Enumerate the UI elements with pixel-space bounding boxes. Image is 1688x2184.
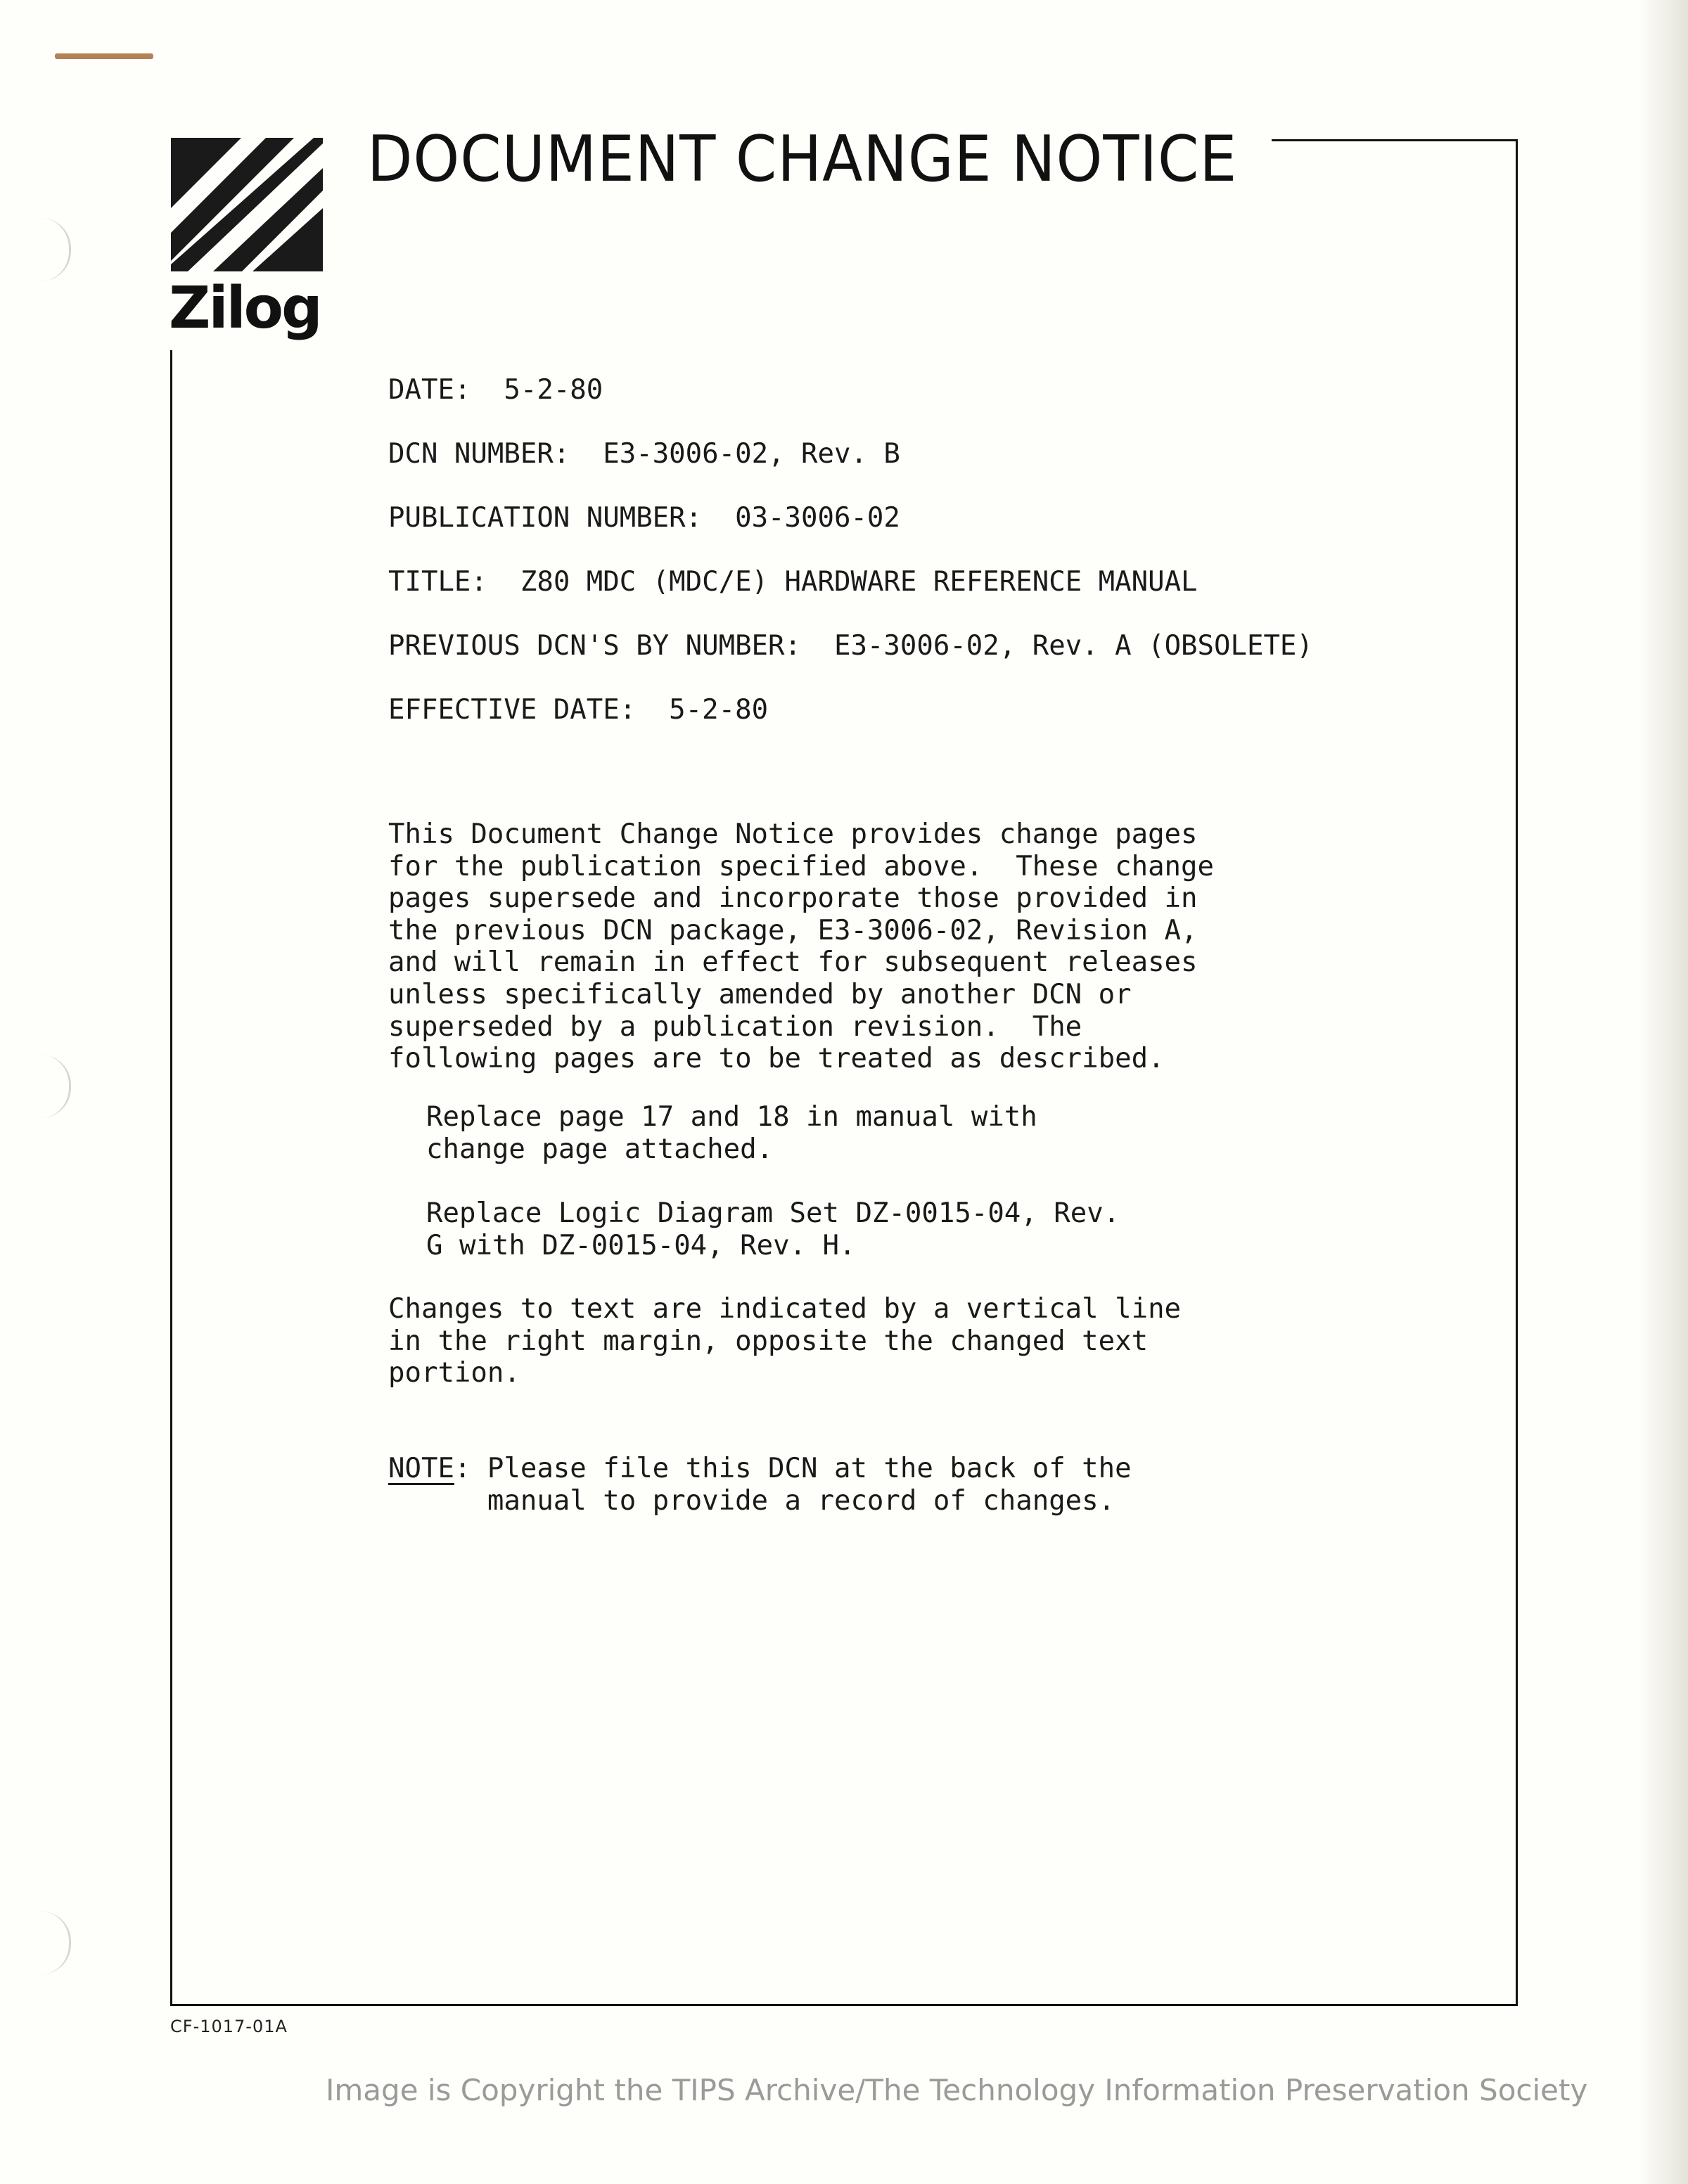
frame-border-bottom (170, 2004, 1518, 2006)
field-value: E3-3006-02, Rev. B (603, 438, 900, 470)
instruction-replace-diagram (426, 1197, 1120, 1261)
intro-line: the previous DCN package, E3-3006-02, Revision A, (388, 914, 1198, 946)
field-previous-dcns (388, 632, 1313, 660)
note-text: : Please file this DCN at the back of the (454, 1453, 1132, 1484)
field-label: TITLE: (388, 566, 487, 598)
changes-paragraph (388, 1293, 1181, 1389)
instruction-line: G with DZ-0015-04, Rev. H. (426, 1229, 856, 1261)
field-value: E3-3006-02, Rev. A (OBSOLETE) (833, 630, 1313, 662)
field-publication-number (388, 504, 900, 532)
field-label: DATE: (388, 374, 471, 406)
instruction-replace-pages (426, 1101, 1037, 1165)
intro-line: This Document Change Notice provides change pages (388, 818, 1198, 850)
page-title: DOCUMENT CHANGE NOTICE (367, 122, 1238, 196)
field-label: PUBLICATION NUMBER: (388, 502, 703, 534)
field-value: 03-3006-02 (735, 502, 900, 534)
zilog-wordmark: Zilog (169, 275, 321, 342)
changes-line: Changes to text are indicated by a vertical line (388, 1293, 1182, 1325)
intro-line: superseded by a publication revision. The (388, 1010, 1082, 1043)
intro-paragraph (388, 818, 1214, 1075)
note-label: NOTE (388, 1453, 454, 1484)
field-value: Z80 MDC (MDC/E) HARDWARE REFERENCE MANUAL (520, 566, 1198, 598)
field-date (388, 376, 603, 404)
intro-line: following pages are to be treated as described. (388, 1043, 1165, 1075)
changes-line: portion. (388, 1357, 520, 1389)
field-effective-date (388, 696, 768, 724)
punch-hole-top (41, 218, 71, 281)
note-line (388, 1453, 1132, 1485)
punch-hole-middle (41, 1055, 71, 1118)
copyright-notice: Image is Copyright the TIPS Archive/The Technology Information Preservation Society (326, 2073, 1588, 2107)
note-paragraph (388, 1453, 1132, 1517)
page-edge-shadow (1639, 0, 1688, 2184)
instruction-line: change page attached. (426, 1133, 774, 1165)
intro-line: for the publication specified above. These change (388, 850, 1214, 882)
field-title (388, 568, 1198, 596)
instruction-line: Replace Logic Diagram Set DZ-0015-04, Rev. (426, 1197, 1120, 1229)
field-value: 5-2-80 (669, 694, 769, 726)
zilog-logo-icon (171, 138, 323, 271)
frame-border-top (1272, 139, 1518, 141)
intro-line: unless specifically amended by another DCN or (388, 978, 1132, 1010)
instruction-line: Replace page 17 and 18 in manual with (426, 1101, 1037, 1133)
form-id: CF-1017-01A (170, 2017, 288, 2036)
changes-line: in the right margin, opposite the changed text (388, 1325, 1149, 1357)
field-label: EFFECTIVE DATE: (388, 694, 637, 726)
field-label: DCN NUMBER: (388, 438, 570, 470)
intro-line: and will remain in effect for subsequent releases (388, 946, 1198, 979)
ink-mark (55, 53, 153, 59)
field-value: 5-2-80 (504, 374, 603, 406)
intro-line: pages supersede and incorporate those provided in (388, 882, 1198, 915)
punch-hole-bottom (41, 1911, 71, 1974)
frame-border-right (1516, 139, 1518, 2005)
field-dcn-number (388, 440, 900, 468)
note-line: manual to provide a record of changes. (388, 1484, 1115, 1517)
frame-border-left (170, 350, 172, 2005)
field-label: PREVIOUS DCN'S BY NUMBER: (388, 630, 801, 662)
